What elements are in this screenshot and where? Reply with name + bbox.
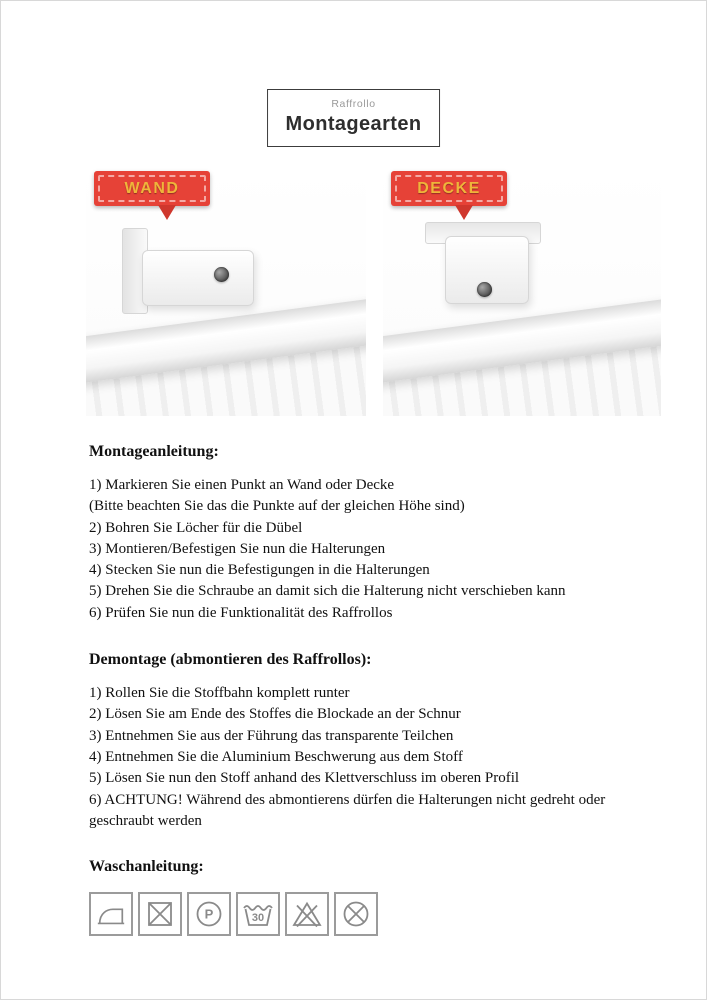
instruction-line: 5) Lösen Sie nun den Stoff anhand des Klettverschluss im oberen Profil [89, 770, 520, 787]
svg-text:30: 30 [251, 912, 265, 925]
ribbon-decke [391, 171, 507, 206]
care-symbols-row [89, 892, 649, 936]
instruction-line: 6) Prüfen Sie nun die Funktionalität des Raffrollos [89, 604, 393, 621]
instruction-line: 2) Bohren Sie Löcher für die Dübel [89, 519, 303, 536]
svg-text:P: P [204, 906, 214, 922]
instructions-content [89, 443, 649, 936]
logo-subtitle: Raffrollo [331, 98, 376, 110]
instruction-line: 6) ACHTUNG! Während des abmontierens dürfen die Halterungen nicht gedreht oder geschraubt werden [89, 791, 606, 829]
instruction-line: 1) Rollen Sie die Stoffbahn komplett runter [89, 685, 350, 702]
bracket-screw-icon [214, 267, 229, 282]
instruction-line: 4) Stecken Sie nun die Befestigungen in die Halterungen [89, 562, 430, 579]
demontage-list [89, 683, 649, 832]
instruction-line: 5) Drehen Sie die Schraube an damit sich die Halterung nicht verschieben kann [89, 583, 566, 600]
montage-list [89, 475, 649, 624]
do-not-tumble-dry-icon [138, 892, 182, 936]
instruction-line: (Bitte beachten Sie das die Punkte auf der gleichen Höhe sind) [89, 498, 465, 515]
iron-icon [89, 892, 133, 936]
logo-title: Montagearten [285, 113, 422, 135]
do-not-dry-clean-icon [334, 892, 378, 936]
wasch-heading: Waschanleitung: [89, 858, 204, 876]
do-not-bleach-icon [285, 892, 329, 936]
photo-ceiling-mount [383, 166, 661, 416]
photo-wall-mount [86, 166, 366, 416]
wall-bracket-arm [142, 250, 254, 306]
instruction-line: 3) Montieren/Befestigen Sie nun die Halterungen [89, 540, 386, 557]
ribbon-wand-label: WAND [124, 179, 180, 197]
demontage-heading: Demontage (abmontieren des Raffrollos): [89, 651, 372, 669]
montage-heading: Montageanleitung: [89, 443, 219, 460]
ribbon-wand [94, 171, 210, 206]
instruction-line: 3) Entnehmen Sie aus der Führung das transparente Teilchen [89, 727, 454, 744]
instruction-line: 1) Markieren Sie einen Punkt an Wand oder Decke [89, 477, 395, 493]
instruction-line: 4) Entnehmen Sie die Aluminium Beschwerung aus dem Stoff [89, 748, 463, 765]
professional-clean-p-icon [187, 892, 231, 936]
bracket-screw-icon [477, 282, 492, 297]
brand-logo-box [267, 89, 441, 147]
instruction-line: 2) Lösen Sie am Ende des Stoffes die Blockade an der Schnur [89, 706, 461, 723]
ribbon-decke-label: DECKE [417, 179, 481, 197]
wash-30-icon [236, 892, 280, 936]
